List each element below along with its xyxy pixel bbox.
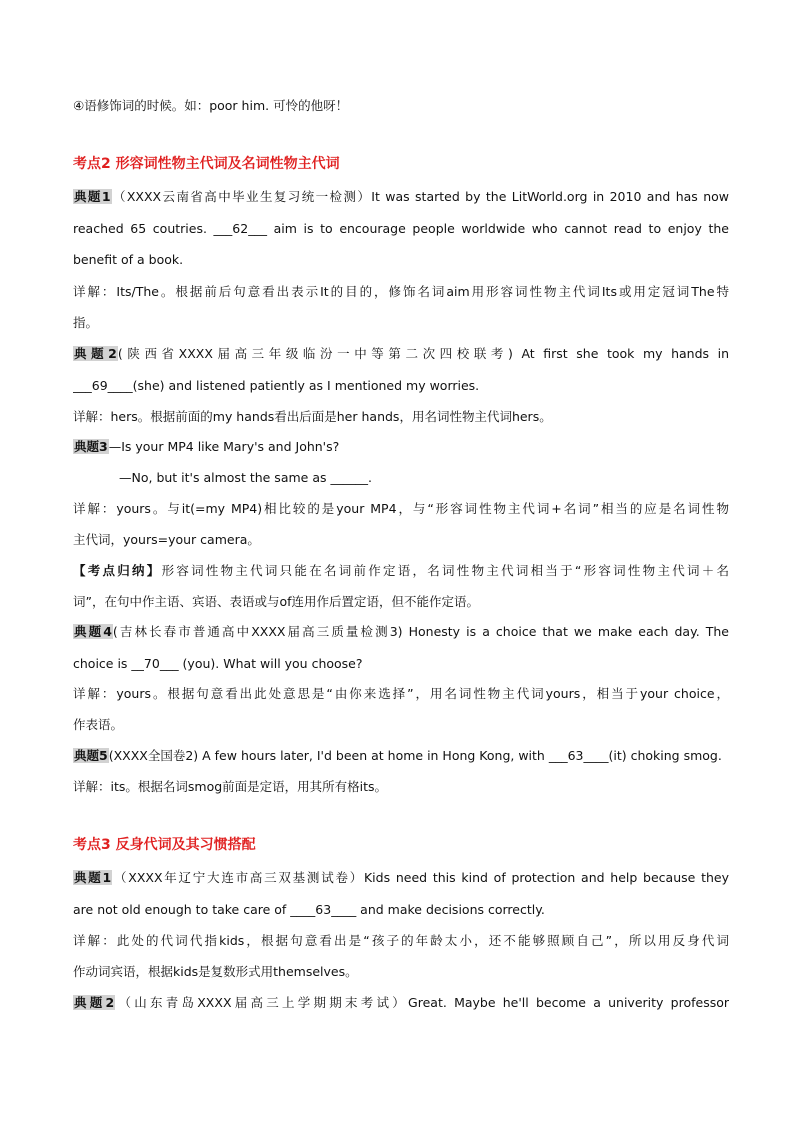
section-heading [73, 155, 729, 173]
line-text: （山东青岛XXXX届高三上学期期末考试）Great. Maybe he'll become a univerity professor [115, 995, 729, 1010]
text-line [73, 932, 729, 950]
text-line [73, 778, 729, 796]
example-tag: 典题3 [74, 439, 108, 454]
text-line [73, 747, 729, 765]
line-text: 形容词性物主代词只能在名词前作定语，名词性物主代词相当于“形容词性物主代词＋名 [161, 563, 729, 578]
line-text: 详解：hers。根据前面的my hands看出后面是her hands，用名词性物主代词hers。 [73, 409, 552, 424]
text-line [73, 901, 729, 919]
line-text: 指。 [73, 315, 99, 330]
example-tag: 【考点归纳】 [73, 563, 162, 578]
line-text: 词”，在句中作主语、宾语、表语或与of连用作后置定语，但不能作定语。 [73, 594, 480, 609]
text-line [73, 593, 729, 611]
text-line [119, 469, 775, 487]
line-text: —Is your MP4 like Mary's and John's? [108, 439, 340, 454]
line-text: 作表语。 [73, 717, 124, 732]
text-line [73, 994, 729, 1012]
line-text: —No, but it's almost the same as ______. [119, 470, 372, 485]
text-line [73, 531, 729, 549]
text-line [73, 438, 729, 456]
line-text: 主代词，yours=your camera。 [73, 532, 260, 547]
text-line [73, 251, 729, 269]
text-line [73, 655, 729, 673]
line-text: （XXXX云南省高中毕业生复习统一检测）It was started by the LitWorld.org in 2010 and has now [111, 189, 729, 204]
line-text: choice is __70___ (you). What will you choose? [73, 656, 363, 671]
text-line [73, 869, 729, 887]
line-text: 详解：此处的代词代指kids，根据句意看出是“孩子的年龄太小，还不能够照顾自己”，所以用反身代词 [73, 933, 729, 948]
text-line [73, 716, 729, 734]
line-text: ___69____(she) and listened patiently as I mentioned my worries. [73, 378, 480, 393]
line-text: reached 65 coutries. ___62___ aim is to encourage people worldwide who cannot read to enjoy the [73, 221, 729, 236]
line-text: 详解：yours。根据句意看出此处意思是“由你来选择”，用名词性物主代词yours，相当于your choice， [73, 686, 729, 701]
line-text: （XXXX年辽宁大连市高三双基测试卷）Kids need this kind of protection and help because they [112, 870, 729, 885]
text-line [73, 377, 729, 395]
line-text: 详解：yours。与it(=my MP4)相比较的是your MP4，与“形容词性物主代词+名词”相当的应是名词性物 [73, 501, 729, 516]
text-line [73, 623, 729, 641]
line-text: 详解：its。根据名词smog前面是定语，用其所有格its。 [73, 779, 388, 794]
text-line [73, 963, 729, 981]
section-heading [73, 836, 729, 854]
text-line [73, 562, 729, 580]
line-text: are not old enough to take care of ____63____ and make decisions correctly. [73, 902, 545, 917]
line-text: (XXXX全国卷2) A few hours later, I'd been at home in Hong Kong, with ___63____(it) choking smog. [108, 748, 722, 763]
line-text: (陕西省XXXX届高三年级临汾一中等第二次四校联考) At first she took my hands in [117, 346, 729, 361]
text-line [73, 685, 729, 703]
text-line [73, 220, 729, 238]
line-text: ④语修饰词的时候。如：poor him. 可怜的他呀！ [73, 98, 349, 113]
example-tag: 典题4 [74, 624, 112, 639]
example-tag: 典题1 [74, 870, 112, 885]
line-text: benefit of a book. [73, 252, 184, 267]
line-text: (吉林长春市普通高中XXXX届高三质量检测3) Honesty is a choice that we make each day. The [112, 624, 729, 639]
section-heading-text: 考点2 形容词性物主代词及名词性物主代词 [73, 156, 340, 172]
text-line [73, 500, 729, 518]
text-line [73, 97, 729, 115]
section-heading-text: 考点3 反身代词及其习惯搭配 [73, 837, 256, 853]
text-line [73, 283, 729, 301]
line-text: 详解：Its/The。根据前后句意看出表示It的目的，修饰名词aim用形容词性物主代词Its或用定冠词The特 [73, 284, 729, 299]
example-tag: 典题5 [74, 748, 108, 763]
example-tag: 典题1 [74, 189, 111, 204]
text-line [73, 314, 729, 332]
example-tag: 典题2 [74, 995, 115, 1010]
text-line [73, 345, 729, 363]
example-tag: 典题2 [74, 346, 117, 361]
text-line [73, 188, 729, 206]
line-text: 作动词宾语，根据kids是复数形式用themselves。 [73, 964, 358, 979]
text-line [73, 408, 729, 426]
